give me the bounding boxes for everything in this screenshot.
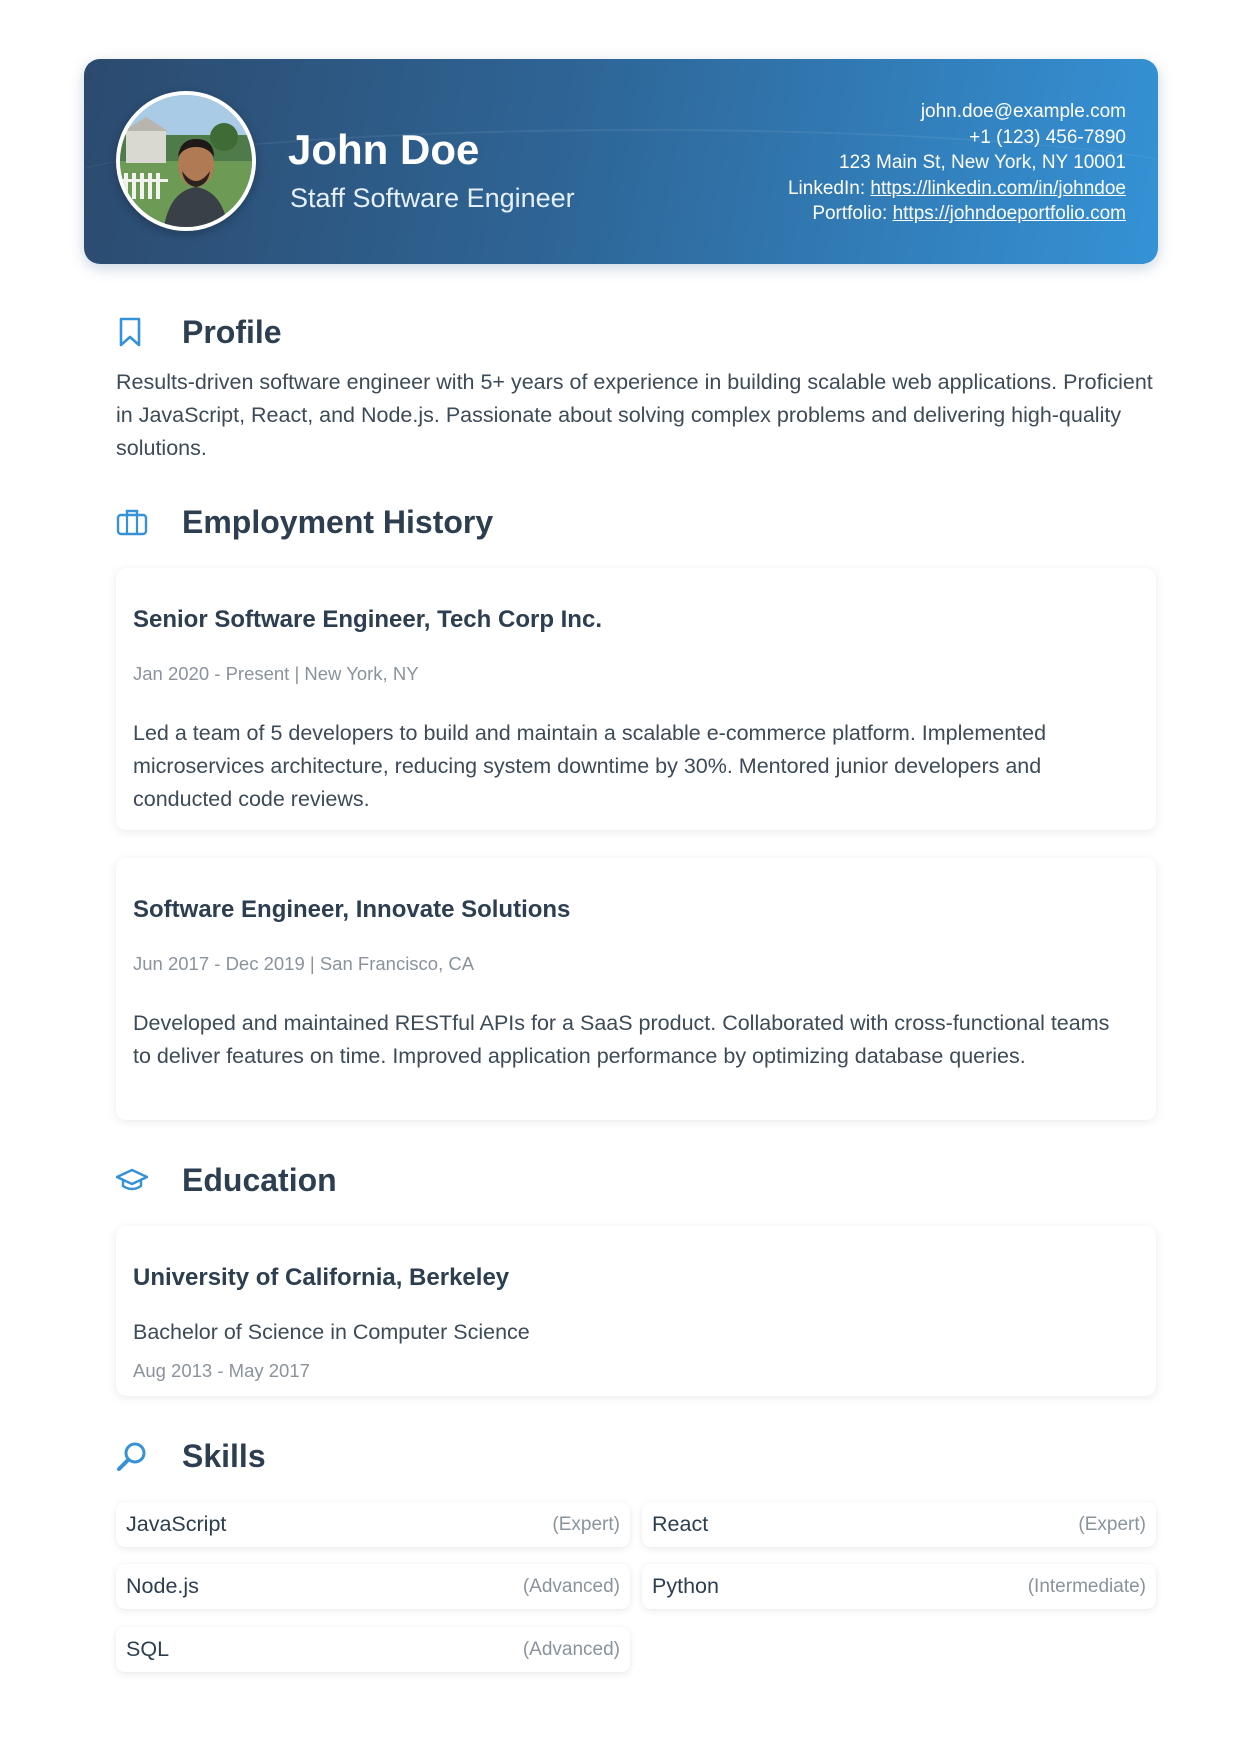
avatar (116, 91, 256, 231)
skill-name: Python (652, 1574, 719, 1598)
employment-heading: Employment History (182, 503, 494, 540)
skill-name: React (652, 1512, 709, 1536)
education-heading: Education (182, 1161, 337, 1198)
degree: Bachelor of Science in Computer Science (133, 1320, 530, 1344)
job-card (116, 858, 1156, 1120)
job-meta: Jan 2020 - Present | New York, NY (133, 663, 419, 684)
skill-level: (Expert) (552, 1513, 620, 1535)
job-title: Software Engineer, Innovate Solutions (133, 896, 571, 923)
contact-block (788, 99, 1126, 227)
skill-item (116, 1627, 630, 1672)
portfolio-label: Portfolio: (812, 203, 888, 224)
briefcase-icon (116, 506, 148, 538)
profile-summary: Results-driven software engineer with 5+ years of experience in building scalable web applications. Proficient in JavaScript, React, and Node.js. Passionate about solving complex problems and delivering high-quality solutions. (116, 370, 1153, 460)
skill-name: SQL (126, 1637, 170, 1661)
job-description: Developed and maintained RESTful APIs for a SaaS product. Collaborated with cross-functional teams to deliver features on time. Improved application performance by optimizing database queries. (133, 1011, 1110, 1068)
graduation-cap-icon (116, 1164, 148, 1196)
skill-item (642, 1502, 1156, 1547)
skill-level: (Advanced) (522, 1575, 620, 1597)
candidate-title: Staff Software Engineer (290, 183, 575, 213)
bookmark-icon (116, 316, 148, 348)
magnifier-icon (116, 1440, 148, 1472)
school-name: University of California, Berkeley (133, 1264, 510, 1291)
education-card (116, 1226, 1156, 1396)
education-dates: Aug 2013 - May 2017 (133, 1360, 310, 1381)
skill-item (116, 1502, 630, 1547)
skill-name: Node.js (126, 1574, 199, 1598)
skill-name: JavaScript (126, 1512, 227, 1536)
skills-section-header (116, 1436, 266, 1476)
education-section-header (116, 1160, 337, 1200)
linkedin-label: LinkedIn: (787, 177, 866, 199)
contact-phone[interactable]: +1 (123) 456-7890 (969, 126, 1126, 148)
portfolio-link[interactable]: https://johndoeportfolio.com (892, 203, 1126, 224)
contact-portfolio (788, 201, 1126, 227)
skill-item (116, 1564, 630, 1609)
job-card (116, 568, 1156, 830)
job-title: Senior Software Engineer, Tech Corp Inc. (133, 606, 602, 633)
candidate-name: John Doe (288, 126, 480, 173)
profile-heading: Profile (182, 313, 282, 350)
linkedin-link[interactable]: https://linkedin.com/in/johndoe (870, 177, 1126, 199)
contact-email[interactable]: john.doe@example.com (920, 101, 1126, 122)
resume-header (84, 59, 1158, 264)
contact-address: 123 Main St, New York, NY 10001 (839, 152, 1126, 173)
skill-item (642, 1564, 1156, 1609)
job-description: Led a team of 5 developers to build and maintain a scalable e-commerce platform. Implemented microservices architecture, reducing system downtime by 30%. Mentored junior developers and conducted code reviews. (133, 721, 1047, 811)
skill-level: (Expert) (1078, 1513, 1146, 1535)
skills-heading: Skills (182, 1437, 266, 1474)
profile-section-header (116, 312, 282, 352)
contact-linkedin (788, 176, 1126, 202)
skill-level: (Advanced) (522, 1638, 620, 1660)
skill-level: (Intermediate) (1027, 1575, 1146, 1597)
employment-section-header (116, 502, 493, 542)
job-meta: Jun 2017 - Dec 2019 | San Francisco, CA (133, 953, 475, 974)
